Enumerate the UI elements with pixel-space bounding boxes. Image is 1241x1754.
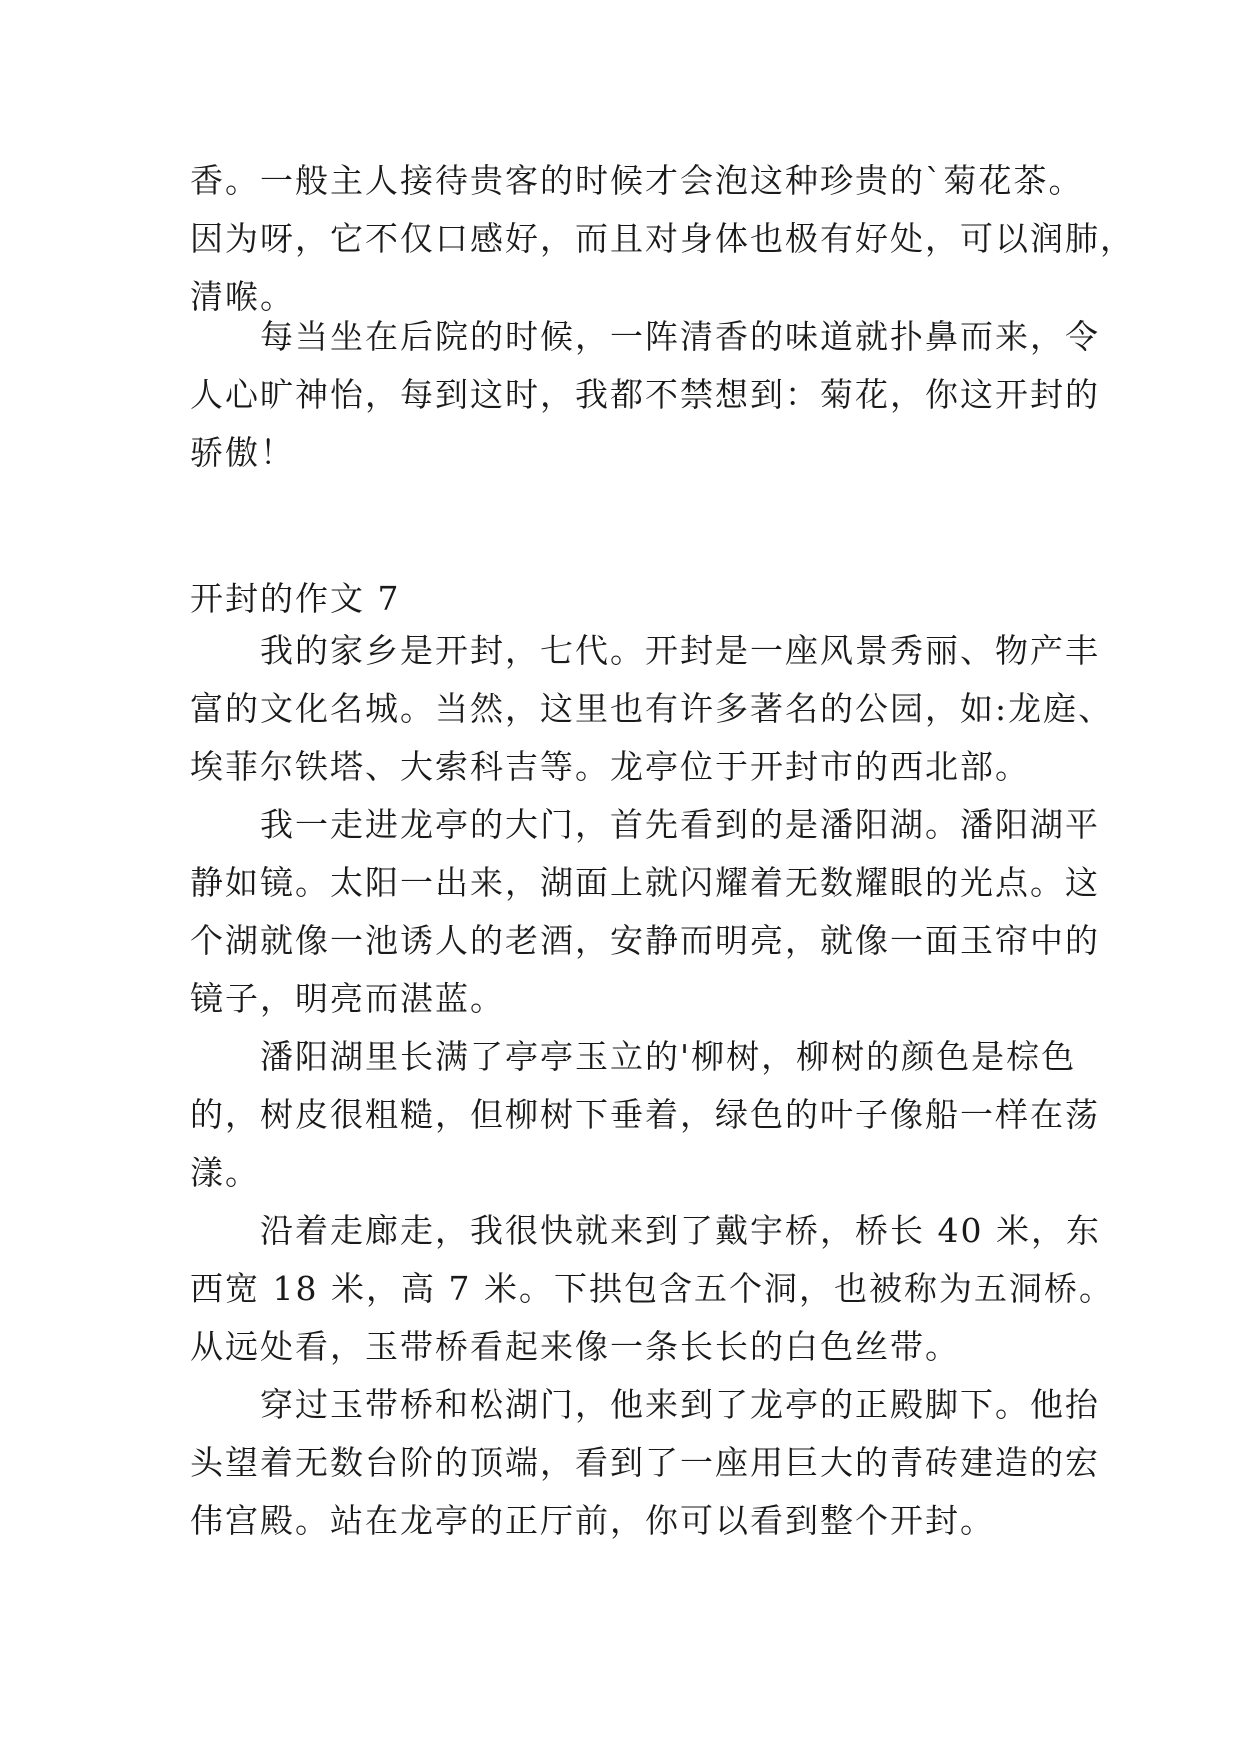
paragraph-5: 潘阳湖里长满了亭亭玉立的'柳树，柳树的颜色是棕色 的，树皮很粗糙，但柳树下垂着，绿色的叶子像船一样在荡 漾。: [190, 1037, 1100, 1192]
paragraph-2: 每当坐在后院的时候，一阵清香的味道就扑鼻而来，令 人心旷神怡，每到这时，我都不禁想到：菊花，你这开封的 骄傲！: [190, 317, 1100, 472]
paragraph-1: 香。一般主人接待贵客的时候才会泡这种珍贵的`菊花茶。 因为呀，它不仅口感好，而且对身体也极有好处，可以润肺， 清喉。: [190, 161, 1135, 316]
paragraph-4: 我一走进龙亭的大门，首先看到的是潘阳湖。潘阳湖平 静如镜。太阳一出来，湖面上就闪耀着无数耀眼的光点。这 个湖就像一池诱人的老酒，安静而明亮，就像一面玉帘中的 镜子，明亮而湛蓝。: [190, 805, 1100, 1018]
paragraph-3: 我的家乡是开封，七代。开封是一座风景秀丽、物产丰 富的文化名城。当然，这里也有许多著名的公园，如:龙庭、 埃菲尔铁塔、大索科吉等。龙亭位于开封市的西北部。: [190, 631, 1114, 786]
paragraph-6: 沿着走廊走，我很快就来到了戴宇桥，桥长 40 米，东 西宽 18 米，高 7 米。下拱包含五个洞，也被称为五洞桥。 从远处看，玉带桥看起来像一条长长的白色丝带。: [190, 1211, 1114, 1366]
section-title: 开封的作文 7: [190, 579, 401, 618]
paragraph-7: 穿过玉带桥和松湖门，他来到了龙亭的正殿脚下。他抬 头望着无数台阶的顶端，看到了一座用巨大的青砖建造的宏 伟宫殿。站在龙亭的正厅前，你可以看到整个开封。: [190, 1385, 1100, 1540]
